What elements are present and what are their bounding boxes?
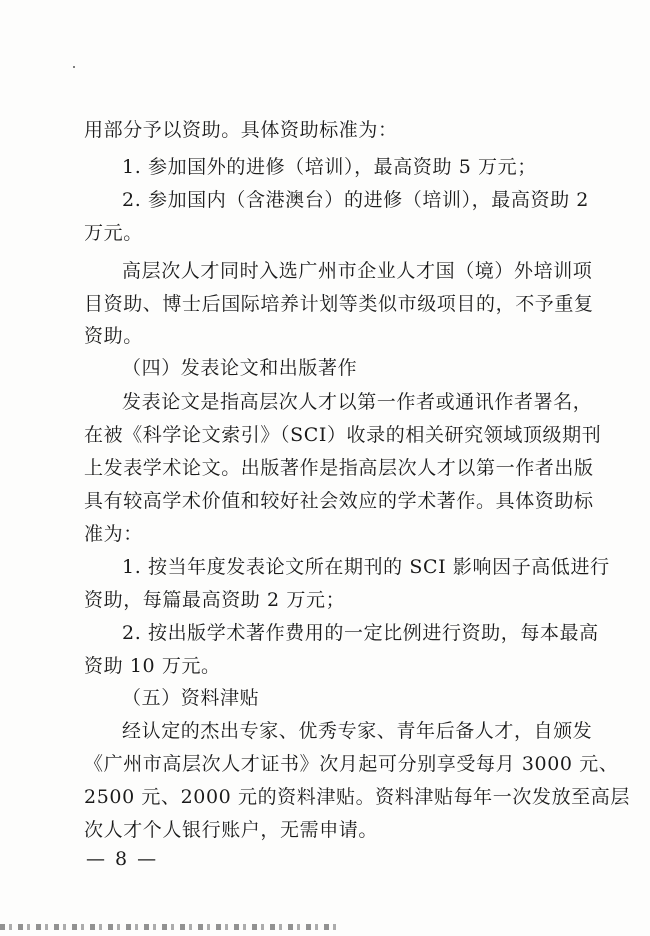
list-item: 1. 按当年度发表论文所在期刊的 SCI 影响因子高低进行 <box>122 556 610 578</box>
text-line: 在被《科学论文索引》（SCI）收录的相关研究领域顶级期刊 <box>84 424 602 446</box>
paragraph-start: 发表论文是指高层次人才以第一作者或通讯作者署名， <box>122 391 593 413</box>
paragraph-start: 高层次人才同时入选广州市企业人才国（境）外培训项 <box>122 260 593 282</box>
section-heading: （五）资料津贴 <box>122 687 260 709</box>
paragraph-start: 经认定的杰出专家、优秀专家、青年后备人才，自颁发 <box>122 720 593 742</box>
text-line: 用部分予以资助。具体资助标准为： <box>84 119 398 141</box>
scan-artifact <box>0 924 340 930</box>
text-line: 次人才个人银行账户，无需申请。 <box>84 819 379 841</box>
text-line: 准为： <box>84 523 143 545</box>
list-item: 2. 按出版学术著作费用的一定比例进行资助，每本最高 <box>122 622 599 644</box>
text-line: 资助 10 万元。 <box>84 655 221 677</box>
list-item: 2. 参加国内（含港澳台）的进修（培训），最高资助 2 <box>122 189 589 211</box>
text-line: 资助，每篇最高资助 2 万元； <box>84 589 346 611</box>
scan-speck <box>73 66 75 68</box>
text-line: 具有较高学术价值和较好社会效应的学术著作。具体资助标 <box>84 490 594 512</box>
text-line: 万元。 <box>84 222 143 244</box>
text-line: 上发表学术论文。出版著作是指高层次人才以第一作者出版 <box>84 457 594 479</box>
section-heading: （四）发表论文和出版著作 <box>122 357 358 379</box>
text-line: 《广州市高层次人才证书》次月起可分别享受每月 3000 元、 <box>84 753 619 775</box>
text-line: 2500 元、2000 元的资料津贴。资料津贴每年一次发放至高层 <box>84 786 630 808</box>
page-number: — 8 — <box>86 848 159 870</box>
text-line: 目资助、博士后国际培养计划等类似市级项目的，不予重复 <box>84 293 594 315</box>
list-item: 1. 参加国外的进修（培训），最高资助 5 万元； <box>122 156 537 178</box>
text-line: 资助。 <box>84 325 143 347</box>
